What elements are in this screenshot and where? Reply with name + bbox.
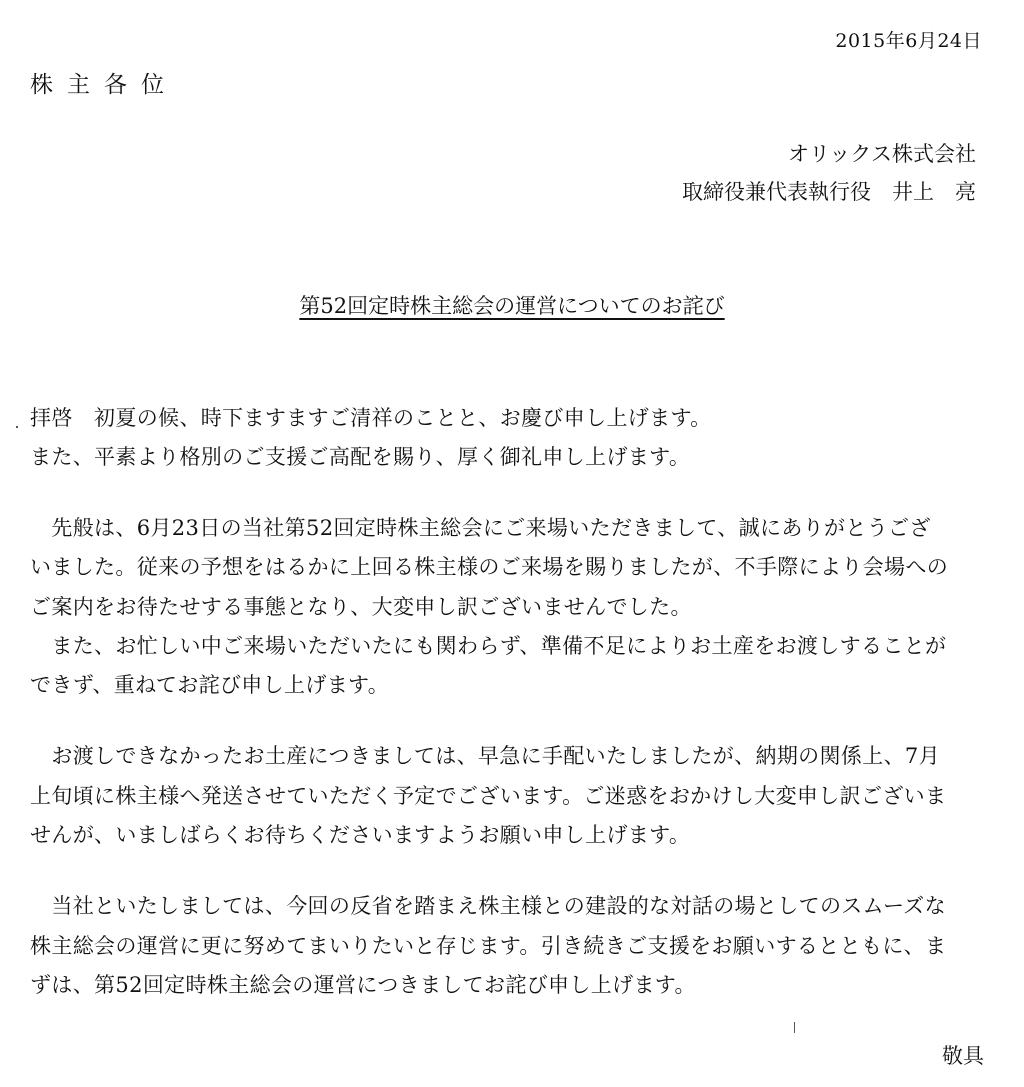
body-line: ずは、第52回定時株主総会の運営につきましてお詫び申し上げます。	[30, 973, 696, 997]
body-line: 上旬頃に株主様へ発送させていただく予定でございます。ご迷惑をおかけし大変申し訳ございま	[30, 784, 947, 808]
body-line: ご案内をお待たせする事態となり、大変申し訳ございませんでした。	[30, 595, 692, 619]
body-line: 株主総会の運営に更に努めてまいりたいと存じます。引き続きご支援をお願いするとともに、ま	[30, 934, 947, 958]
body-line: 先般は、6月23日の当社第52回定時株主総会にご来場いただきまして、誠にありがとうござ	[30, 516, 931, 540]
body-line: 拝啓 初夏の候、時下ますますご清祥のことと、お慶び申し上げます。	[30, 406, 712, 430]
signer-name: 取締役兼代表執行役 井上 亮	[682, 180, 976, 204]
scan-speck	[16, 426, 18, 428]
body-line: せんが、いましばらくお待ちくださいますようお願い申し上げます。	[30, 823, 691, 847]
body-line: できず、重ねてお詫び申し上げます。	[30, 673, 390, 697]
body-line: いました。従来の予想をはるかに上回る株主様のご来場を賜りましたが、不手際により会場への	[30, 555, 949, 579]
body-line: また、お忙しい中ご来場いただいたにも関わらず、準備不足によりお土産をお渡しすることが	[30, 634, 947, 658]
company-name: オリックス株式会社	[788, 142, 976, 166]
body-line: 当社といたしましては、今回の反省を踏まえ株主様との建設的な対話の場としてのスムーズな	[30, 894, 946, 918]
body-line: また、平素より格別のご支援ご高配を賜り、厚く御礼申し上げます。	[30, 445, 691, 469]
addressee: 株主各位	[30, 72, 178, 98]
letter-title-text: 第52回定時株主総会の運営についてのお詫び	[299, 294, 725, 318]
letter-title	[0, 290, 1024, 320]
body-line: お渡しできなかったお土産につきましては、早急に手配いたしましたが、納期の関係上、7月	[30, 744, 940, 768]
scan-speck	[794, 1022, 795, 1033]
closing-remark: 敬具	[942, 1044, 984, 1068]
letter-date: 2015年6月24日	[835, 30, 982, 52]
